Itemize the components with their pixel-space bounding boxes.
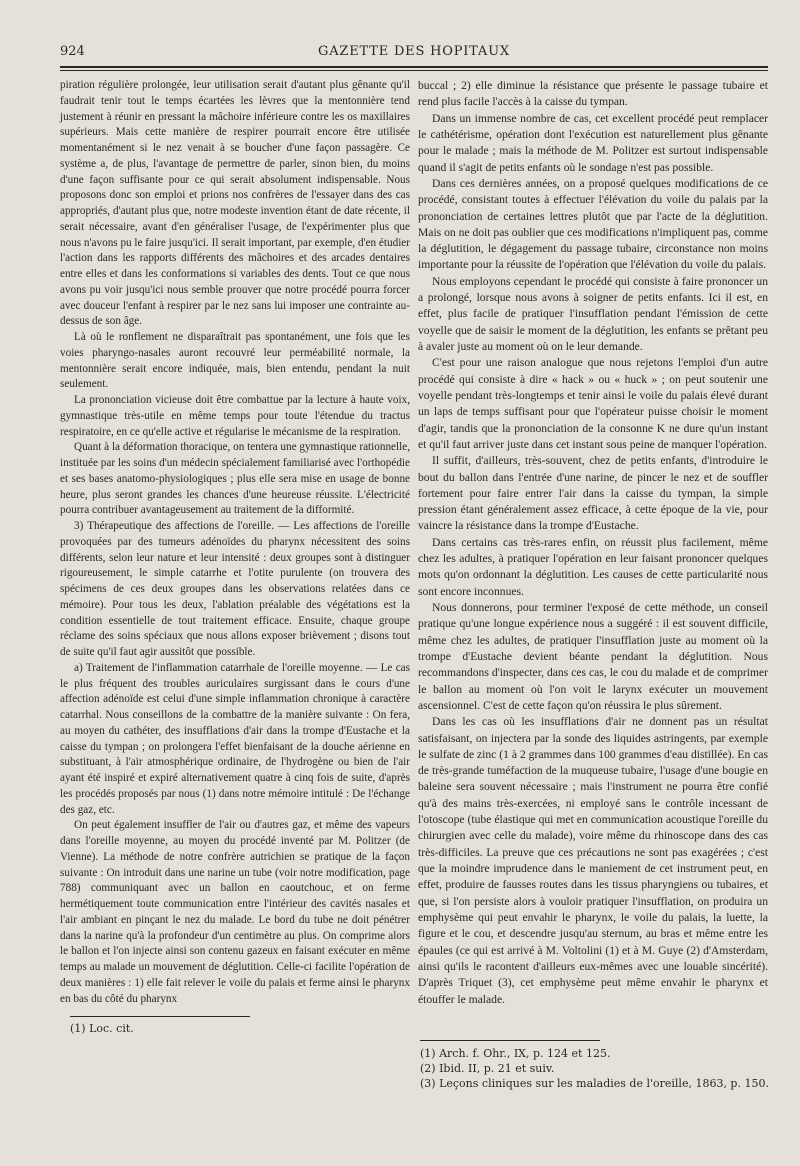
right-paragraph: buccal ; 2) elle diminue la résistance que présente le passage tubaire et rend plus facile l'accès à la caisse du tympan. [418, 79, 768, 109]
left-footnote-rule [70, 1016, 250, 1017]
header-rule-thin [60, 70, 768, 71]
left-paragraph: 3) Thérapeutique des affections de l'oreille. — Les affections de l'oreille provoquées par des tumeurs adénoïdes du pharynx nécessitent des soins différents, selon leur nature et leur intensité : deux groupes sont à distinguer rigoureusement, le simple catarrhe et l'otite purulente (on trouvera des spécimens de ces deux groupes dans les observations relatées dans ce mémoire). Pour tous les deux, l'ablation préalable des végétations est la condition essentielle de tout traitement efficace. Ensuite, chaque groupe réclame des soins spéciaux que nous allons exposer brièvement ; disons tout de suite qu'il faut agir aussitôt que possible. [60, 520, 410, 658]
left-paragraph: La prononciation vicieuse doit être combattue par la lecture à haute voix, gymnastique très-utile en même temps pour toute l'étendue du tractus respiratoire, en ce qu'elle active et régularise le mécanisme de la respiration. [60, 394, 410, 438]
right-paragraph: Dans les cas où les insufflations d'air ne donnent pas un résultat satisfaisant, on injectera par la sonde des liquides astringents, par exemple le sulfate de zinc (1 à 2 grammes dans 100 grammes d'eau distillée). En cas de très-grande tuméfaction de la muqueuse tubaire, l'usage d'une bougie en baleine sera souvent nécessaire ; mais l'instrument ne pourra être confié qu'à des mains très-exercées, ni employé sans le contrôle incessant de l'otoscope (tube élastique qui met en communication acoustique l'oreille du chirurgien avec celle du malade), voire même du rhinoscope dans des cas très-difficiles. La preuve que ces précautions ne sont pas exagérées ; c'est que la moindre imprudence dans le maniement de cet instrument peut, en effet, produire de fausses routes dans les tissus pharyngiens ou tubaires, et que, si l'on persiste alors à vouloir pratiquer l'insufflation, on produira un emphysème qui peut envahir le pharynx, le voile du palais, la luette, la figure et le cou, et descendre jusqu'au sternum, au bras et même entre les épaules (ce qui est arrivé à M. Voltolini (1) et à M. Guye (2) d'Amsterdam, ainsi qu'ils le racontent d'ailleurs eux-mêmes avec une louable sincérité). D'après Triquet (3), cet emphysème peut même envahir le pharynx et étouffer le malade. [418, 715, 768, 1006]
left-paragraph: On peut également insuffler de l'air ou d'autres gaz, et même des vapeurs dans l'oreille moyenne, au moyen du procédé inventé par M. Politzer (de Vienne). La méthode de notre confrère autrichien se pratique de la façon suivante : On introduit dans une narine un tube (voir notre modification, page 788) communiquant avec un ballon en caoutchouc, et on ferme hermétiquement toute communication entre l'intérieur des cavités nasales et l'air ambiant en pinçant le nez du malade. Le bord du tube ne doit pénétrer dans la narine qu'à la profondeur d'un centimètre au plus. On comprime alors le ballon et l'on injecte ainsi son contenu gazeux en faisant exécuter en même temps au malade un mouvement de déglutition. Celle-ci facilite l'opération de deux manières : 1) elle fait relever le voile du palais et ferme ainsi le pharynx en bas du côté du pharynx [60, 819, 410, 1005]
footnote: (1) Arch. f. Ohr., IX, p. 124 et 125. [420, 1047, 611, 1060]
left-paragraph: piration régulière prolongée, leur utilisation serait d'autant plus gênante qu'il faudrait tenir tout le temps écartées les lèvres que la mentonnière tend justement à réunir en pressant la mâchoire inférieure contre les os maxillaires supérieurs. Mais cette manière de respirer pourrait encore être utilisée momentanément si le nez venait à se boucher d'une façon passagère. Ce système a, de plus, l'avantage de permettre de parler, sinon bien, du moins d'une façon suffisante pour ce qui serait absolument indispensable. Nous proposons donc son emploi et prions nos confrères de l'essayer dans des cas appropriés, d'autant plus que, notre modeste invention étant de date récente, il serait nécessaire, avant d'en généraliser l'usage, de l'expérimenter plus que nous n'avons pu le faire jusqu'ici. Il serait important, par exemple, d'en étudier l'action dans les rapports différents des mâchoires et des arcades dentaires entre elles et dans les conformations si variables des dents. Tout ce que nous avons pu voir jusqu'ici nous semble prouver que notre procédé pourra forcer avec douceur l'enfant à respirer par le nez sans lui imposer une contrainte au-dessus de son âge. [60, 79, 410, 328]
left-paragraph: Quant à la déformation thoracique, on tentera une gymnastique rationnelle, instituée par les soins d'un médecin spécialement familiarisé avec l'orthopédie et ses bases anatomo-physiologiques ; plus elle sera mise en usage de bonne heure, plus seront grandes les chances d'une heureuse réussite. L'électricité pourra contribuer avantageusement au traitement de la difformité. [60, 441, 410, 517]
right-paragraph: Il suffit, d'ailleurs, très-souvent, chez de petits enfants, d'introduire le bout du ballon dans l'entrée d'une narine, de pincer le nez et de souffler fortement pour faire entrer l'air dans la caisse du tympan, la simple pression étant généralement assez efficace, à cette époque de la vie, pour vaincre la résistance dans la trompe d'Eustache. [418, 454, 768, 533]
right-paragraph: Nous donnerons, pour terminer l'exposé de cette méthode, un conseil pratique qu'une longue expérience nous a suggéré : il est souvent difficile, même chez les adultes, de pratiquer l'insufflation juste au moment où la trompe d'Eustache devient béante pendant la déglutition. Nous recommandons d'inspecter, dans ces cas, le cou du malade et de comprimer le ballon au moment où l'on voit le larynx exécuter un mouvement ascensionnel. C'est de cette façon qu'on réussira le plus sûrement. [418, 601, 768, 712]
left-paragraph: Là où le ronflement ne disparaîtrait pas spontanément, une fois que les voies pharyngo-nasales auront recouvré leur perméabilité normale, la mentonnière serait encore indiquée, mais, bien entendu, pendant la nuit seulement. [60, 331, 410, 391]
footnote: (3) Leçons cliniques sur les maladies de l'oreille, 1863, p. 150. [420, 1077, 769, 1090]
right-paragraph: C'est pour une raison analogue que nous rejetons l'emploi d'un autre procédé qui consiste à dire « hack » ou « huck » ; on peut soutenir une voyelle pendant très-longtemps et tenir ainsi le voile du palais élevé durant un laps de temps suffisant pour que l'opérateur puisse choisir le moment d'agir, tandis que la prononciation de la consonne K ne dure qu'un instant et qu'il faut arriver juste dans cet instant sous peine de manquer l'opération. [418, 356, 768, 451]
page-header [60, 44, 768, 66]
right-paragraph: Nous employons cependant le procédé qui consiste à faire prononcer un a prolongé, lorsque nous avons à soigner de petits enfants. Ici il est, en effet, plus facile de pratiquer l'insufflation pendant l'émission de cette voyelle que de saisir le moment de la déglutition, les enfants se prêtant peu à avaler juste au moment où on le leur demande. [418, 274, 768, 353]
right-paragraph: Dans ces dernières années, on a proposé quelques modifications de ce procédé, consistant toutes à effectuer l'élévation du voile du palais par la prononciation de certaines lettres plutôt que par l'acte de la déglutition. Mais on ne doit pas oublier que ces modifications n'impliquent pas, comme la déglutition, le dégagement du passage tubaire, circonstance non moins importante pour la réussite de l'opération que l'élévation du voile du palais. [418, 176, 768, 272]
right-footnotes [420, 1046, 770, 1091]
right-paragraph: Dans certains cas très-rares enfin, on réussit plus facilement, même chez les adultes, à pratiquer l'opération en leur faisant prononcer quelques mots qu'on ordonnant la déglutition. Les causes de cette particularité nous sont encore inconnues. [418, 535, 768, 598]
left-column [60, 78, 410, 1007]
right-footnote-rule [420, 1040, 600, 1041]
running-title: GAZETTE DES HOPITAUX [318, 44, 510, 59]
header-rule-thick [60, 66, 768, 68]
left-paragraph: a) Traitement de l'inflammation catarrhale de l'oreille moyenne. — Le cas le plus fréquent des troubles auriculaires surgissant dans le cours d'une affection adénoïde est celui d'une simple inflammation chronique à caractère catarrhal. Nous conseillons de la combattre de la manière suivante : On fera, au moyen du cathéter, des insufflations d'air dans la trompe d'Eustache et la caisse du tympan ; on prolongera l'effet bienfaisant de la douche aérienne en substituant, à l'air atmosphérique ordinaire, de l'hydrogène ou bien de l'air ayant été inspiré et expiré alternativement quatre à cinq fois de suite, d'après les procédés proposés par nous (1) dans notre mémoire intitulé : De l'échange des gaz, etc. [60, 661, 410, 816]
right-column [418, 78, 768, 1008]
page-number: 924 [60, 44, 85, 59]
left-footnote: (1) Loc. cit. [70, 1022, 134, 1035]
footnote: (2) Ibid. II, p. 21 et suiv. [420, 1062, 555, 1075]
right-paragraph: Dans un immense nombre de cas, cet excellent procédé peut remplacer le cathétérisme, opération dont l'exécution est naturellement plus gênante pour le malade ; mais la méthode de M. Politzer est surtout indispensable quand il s'agit de petits enfants où le sondage n'est pas possible. [418, 111, 768, 174]
